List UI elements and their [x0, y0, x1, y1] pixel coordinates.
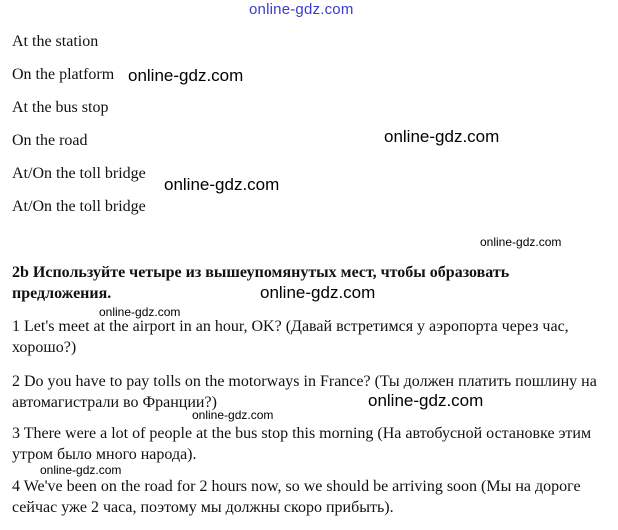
- place-item: On the platform: [12, 66, 115, 83]
- watermark: online-gdz.com: [99, 305, 181, 319]
- sentence-item: 2 Do you have to pay tolls on the motorways in France? (Ты должен платить пошлину на автомагистрали во Франции?): [12, 373, 597, 411]
- place-item: At/On the toll bridge: [12, 165, 146, 182]
- watermark: online-gdz.com: [384, 127, 500, 146]
- place-item: On the road: [12, 132, 88, 149]
- sentence-item: 1 Let's meet at the airport in an hour, OK? (Давай встретимся у аэропорта через час, хорошо?): [12, 318, 569, 356]
- place-item: At the station: [12, 33, 99, 50]
- watermark: online-gdz.com: [480, 235, 562, 249]
- place-item: At/On the toll bridge: [12, 198, 146, 215]
- task-heading: 2b Используйте четыре из вышеупомянутых мест, чтобы образовать предложения.: [12, 264, 510, 302]
- sentence-item: 4 We've been on the road for 2 hours now, so we should be arriving soon (Мы на дороге сейчас уже 2 часа, поэтому мы должны скоро прибыть).: [12, 478, 581, 516]
- watermark: online-gdz.com: [164, 175, 280, 194]
- watermark: online-gdz.com: [368, 391, 484, 410]
- watermark: online-gdz.com: [40, 463, 122, 477]
- watermark: online-gdz.com: [128, 66, 244, 85]
- watermark: online-gdz.com: [192, 408, 274, 422]
- watermark: online-gdz.com: [260, 283, 376, 302]
- sentence-item: 3 There were a lot of people at the bus stop this morning (На автобусной остановке этим утром было много народа).: [12, 425, 592, 463]
- place-item: At the bus stop: [12, 99, 109, 116]
- watermark: online-gdz.com: [249, 1, 354, 18]
